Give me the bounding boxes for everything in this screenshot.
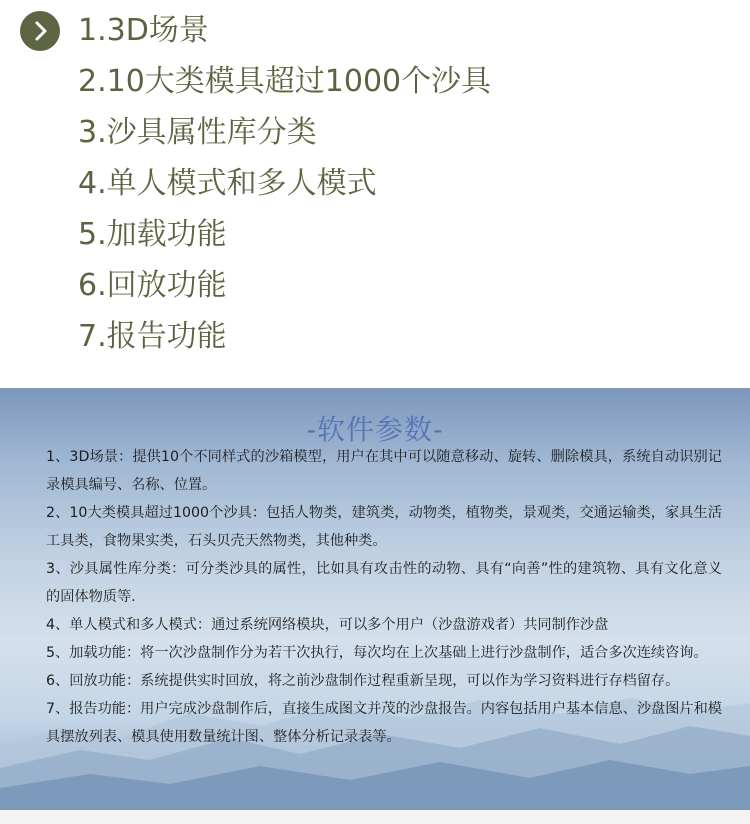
spec-item: 3、沙具属性库分类：可分类沙具的属性，比如具有攻击性的动物、具有“向善”性的建筑物、具有文化意义的固体物质等. [46,561,722,605]
spec-list [46,443,722,751]
chevron-right-icon[interactable] [20,11,60,51]
feature-item: 4.单人模式和多人模式 [78,166,377,201]
software-spec-panel [0,388,750,810]
feature-item: 3.沙具属性库分类 [78,115,317,150]
feature-item: 7.报告功能 [78,319,227,354]
spec-item: 7、报告功能：用户完成沙盘制作后，直接生成图文并茂的沙盘报告。内容包括用户基本信息、沙盘图片和模具摆放列表、模具使用数量统计图、整体分析记录表等。 [46,701,722,745]
feature-item: 5.加载功能 [78,217,227,252]
feature-item: 1.3D场景 [78,13,209,48]
spec-item: 6、回放功能：系统提供实时回放，将之前沙盘制作过程重新呈现，可以作为学习资料进行存档留存。 [46,673,680,689]
spec-item: 2、10大类模具超过1000个沙具：包括人物类，建筑类，动物类，植物类，景观类，交通运输类，家具生活工具类，食物果实类，石头贝壳天然物类，其他种类。 [46,505,722,549]
feature-item: 2.10大类模具超过1000个沙具 [78,64,492,99]
spec-item: 1、3D场景：提供10个不同样式的沙箱模型，用户在其中可以随意移动、旋转、删除模具，系统自动识别记录模具编号、名称、位置。 [46,449,722,493]
spec-item: 4、单人模式和多人模式：通过系统网络模块，可以多个用户（沙盘游戏者）共同制作沙盘 [46,617,609,633]
feature-item: 6.回放功能 [78,268,227,303]
bottom-divider [0,810,750,824]
feature-list [78,8,491,365]
spec-item: 5、加载功能：将一次沙盘制作分为若干次执行，每次均在上次基础上进行沙盘制作，适合多次连续咨询。 [46,645,708,661]
feature-section [0,0,750,372]
spec-title: -软件参数- [306,413,444,446]
